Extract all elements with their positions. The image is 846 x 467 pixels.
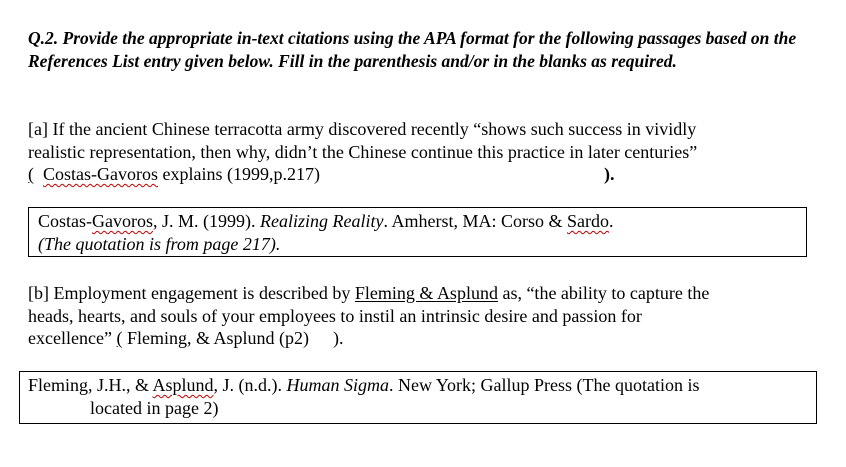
passage-b-authors[interactable]: Fleming & xyxy=(354,283,437,303)
reference-a-publisher: Sardo xyxy=(566,211,609,231)
passage-a-line2: realistic representation, then why, didn’t the Chinese continue this practice in later centuries” xyxy=(28,141,698,162)
reference-b-details: , J. (n.d.). xyxy=(213,375,287,395)
reference-b-title: Human Sigma xyxy=(286,375,390,395)
reference-a-details: , J. M. (1999). xyxy=(153,211,260,231)
reference-b-line1 xyxy=(28,374,816,397)
reference-a-author-surname: Gavoros xyxy=(92,211,153,231)
passage-a xyxy=(28,118,818,186)
reference-a-publisher-place: . Amherst, MA: Corso & xyxy=(383,211,567,231)
reference-entry-a xyxy=(28,207,807,257)
passage-b-line2: heads, hearts, and souls of your employees to instil an intrinsic desire and passion for xyxy=(28,305,642,326)
reference-a-title: Realizing Reality xyxy=(260,211,384,231)
passage-b-quote-start: as, “the ability to capture the xyxy=(497,283,710,303)
reference-b-line2: located in page 2) xyxy=(90,397,219,418)
reference-a-note xyxy=(38,233,806,256)
passage-b xyxy=(28,282,818,350)
passage-a-close: ). xyxy=(603,164,615,184)
reference-b-authors: Fleming, J.H., & xyxy=(28,375,153,395)
passage-a-citation[interactable]: explains (1999,p.217) xyxy=(162,164,320,184)
question-prompt: Q.2. Provide the appropriate in-text citations using the APA format for the following passages based on the References List entry given below. Fill in the parenthesis and/or in the blanks as required. xyxy=(28,28,797,71)
reference-a-line1 xyxy=(38,210,806,233)
passage-a-line1: [a] If the ancient Chinese terracotta army discovered recently “shows such success in vividly xyxy=(28,119,697,139)
passage-b-citation[interactable]: Fleming, & Asplund (p2) xyxy=(126,328,309,348)
reference-a-author-part: Costas- xyxy=(38,211,92,231)
passage-a-open-paren[interactable]: ( xyxy=(28,164,34,184)
passage-b-line1 xyxy=(28,282,818,305)
passage-b-close: ). xyxy=(332,328,344,348)
passage-a-author: Costas-Gavoros xyxy=(43,164,158,184)
reference-entry-b xyxy=(19,371,817,424)
reference-b-author-surname: Asplund xyxy=(152,375,214,395)
passage-b-authors-surname[interactable]: Asplund xyxy=(436,283,498,303)
passage-b-open-paren[interactable]: ( xyxy=(116,328,123,348)
passage-b-intro: [b] Employment engagement is described by xyxy=(28,283,355,303)
reference-a-note-text: (The quotation is from page 217). xyxy=(38,233,281,254)
passage-b-quote-end: excellence” xyxy=(28,328,112,348)
reference-a-period: . xyxy=(608,211,614,231)
passage-a-line3 xyxy=(28,163,818,186)
reference-b-publisher: . New York; Gallup Press (The quotation is xyxy=(389,375,700,395)
passage-b-line3 xyxy=(28,327,818,350)
